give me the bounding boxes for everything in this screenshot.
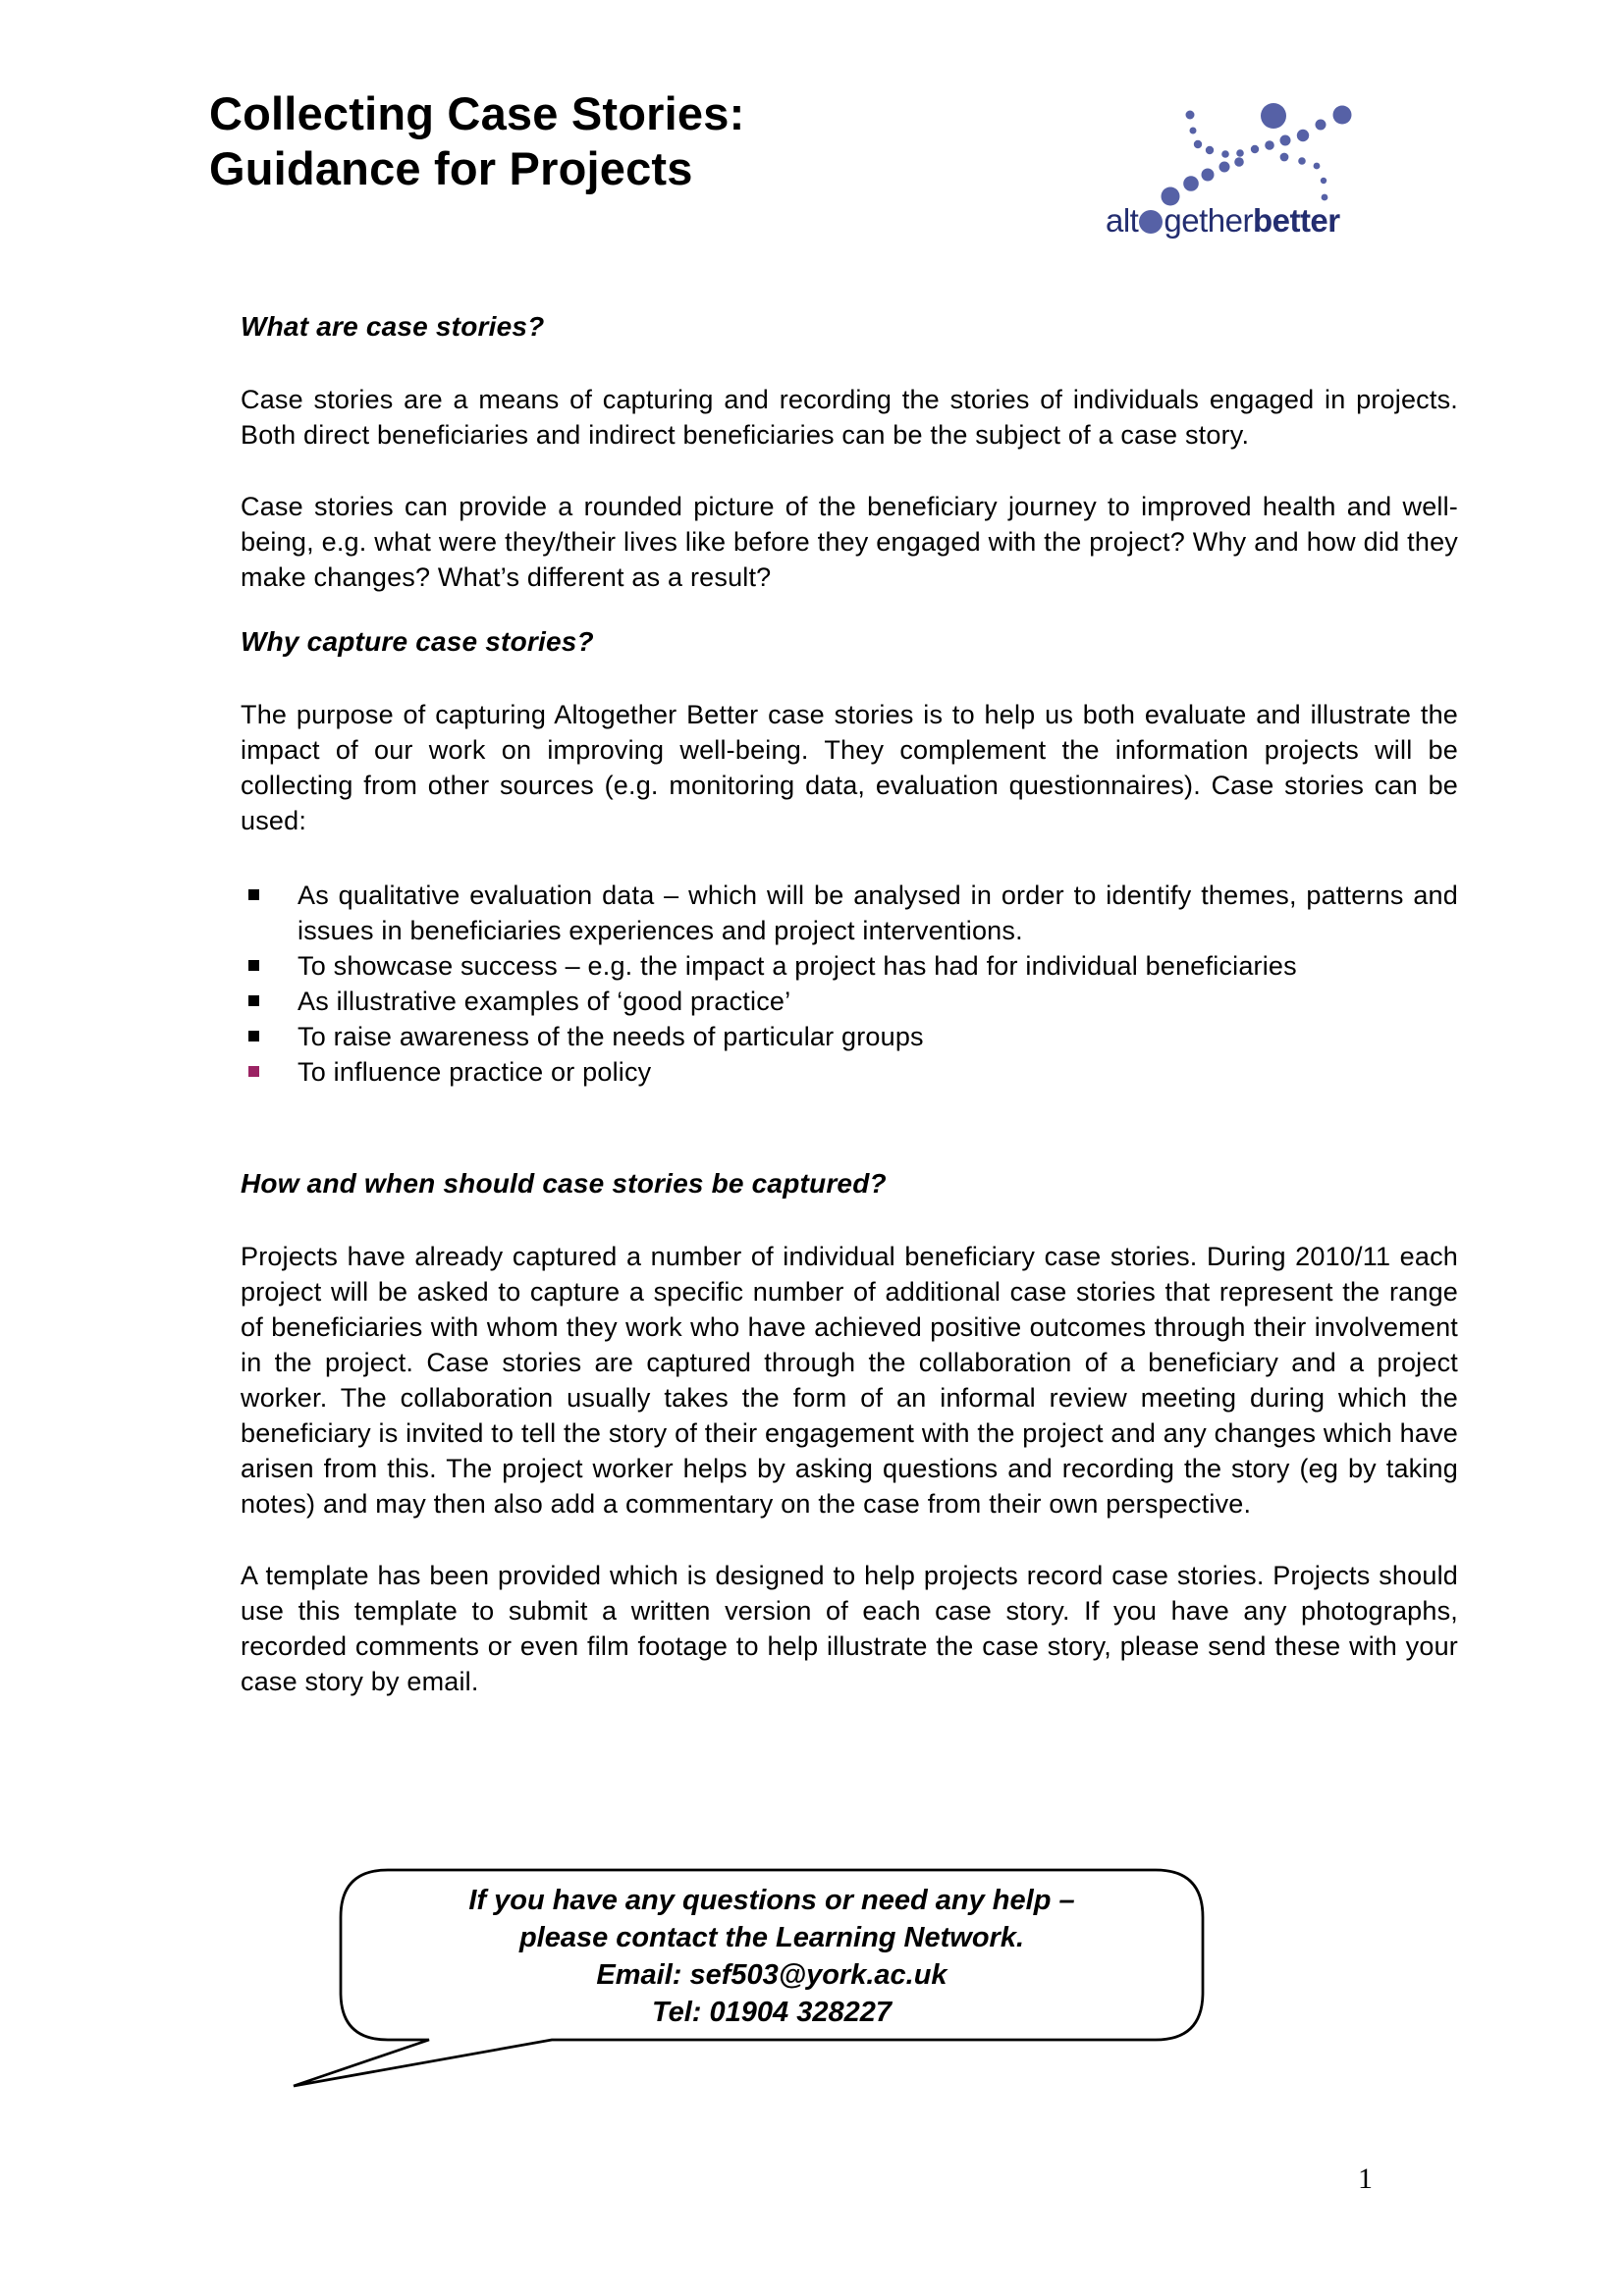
bullet-square-icon <box>248 1031 259 1041</box>
paragraph: Case stories are a means of capturing and recording the stories of individuals engaged in projects. Both direct beneficiaries and indirect beneficiaries can be the subject of a case story. <box>241 385 1458 450</box>
paragraph: Case stories can provide a rounded picture of the beneficiary journey to improved health and well-being, e.g. what were they/their lives like before they engaged with the project? Why and how did they make changes? What’s different as a result? <box>241 492 1458 592</box>
title-line-2: Guidance for Projects <box>209 142 693 194</box>
logo-text-better: better <box>1252 202 1340 239</box>
bullet-square-icon <box>248 1066 259 1077</box>
bullet-text: As illustrative examples of ‘good practice’ <box>298 987 791 1016</box>
callout-line: please contact the Learning Network. <box>518 1922 1025 1953</box>
bullet-square-icon <box>248 889 259 900</box>
section-heading-what: What are case stories? <box>241 311 545 342</box>
speech-bubble-text <box>341 1882 1203 2031</box>
paragraph: Projects have already captured a number of individual beneficiary case stories. During 2010/11 each project will be asked to capture a specific number of additional case stories that represent the range of beneficiaries with whom they work who have achieved positive outcomes through their involvement in the project. Case stories are captured through the collaboration of a beneficiary and a project worker. The collaboration usually takes the form of an informal review meeting during which the beneficiary is invited to tell the story of their engagement with the project and any changes which have arisen from this. The project worker helps by asking questions and recording the story (eg by taking notes) and may then also add a commentary on the case from their own perspective. <box>241 1242 1458 1519</box>
paragraph: A template has been provided which is designed to help projects record case stories. Projects should use this template to submit a written version of each case story. If you have any photographs, recorded comments or even film footage to help illustrate the case story, please send these with your case story by email. <box>241 1561 1458 1696</box>
bullet-text: To influence practice or policy <box>298 1057 652 1087</box>
bullet-text: To raise awareness of the needs of particular groups <box>298 1022 924 1051</box>
bullet-item <box>241 948 1458 984</box>
paragraph: The purpose of capturing Altogether Better case stories is to help us both evaluate and illustrate the impact of our work on improving well-being. They complement the information projects will be collecting from other sources (e.g. monitoring data, evaluation questionnaires). Case stories can be used: <box>241 700 1458 835</box>
altogether-better-logo <box>1060 55 1394 251</box>
bullet-text: As qualitative evaluation data – which will be analysed in order to identify themes, patterns and issues in beneficiaries experiences and project interventions. <box>298 881 1458 945</box>
document-body <box>241 309 1458 1699</box>
page-number: 1 <box>1358 2163 1373 2195</box>
document-title <box>209 86 744 196</box>
logo-text-alt: alt <box>1106 202 1139 239</box>
bullet-text: To showcase success – e.g. the impact a project has had for individual beneficiaries <box>298 951 1297 981</box>
bullet-square-icon <box>248 960 259 971</box>
section-heading-how: How and when should case stories be captured? <box>241 1168 887 1199</box>
callout-line: Tel: 01904 328227 <box>651 1997 892 2028</box>
callout-line: If you have any questions or need any help – <box>468 1885 1075 1916</box>
title-line-1: Collecting Case Stories: <box>209 87 745 139</box>
logo-o-dot-icon <box>1139 210 1163 234</box>
bullet-item <box>241 1054 1458 1090</box>
logo-text-gether: gether <box>1164 202 1253 239</box>
bullet-item <box>241 1019 1458 1054</box>
callout-line: Email: sef503@york.ac.uk <box>596 1959 947 1991</box>
section-heading-why: Why capture case stories? <box>241 626 594 657</box>
logo-wordmark <box>1106 202 1340 240</box>
bullet-square-icon <box>248 995 259 1006</box>
bullet-list <box>241 878 1458 1090</box>
bullet-item <box>241 878 1458 948</box>
bullet-item <box>241 984 1458 1019</box>
